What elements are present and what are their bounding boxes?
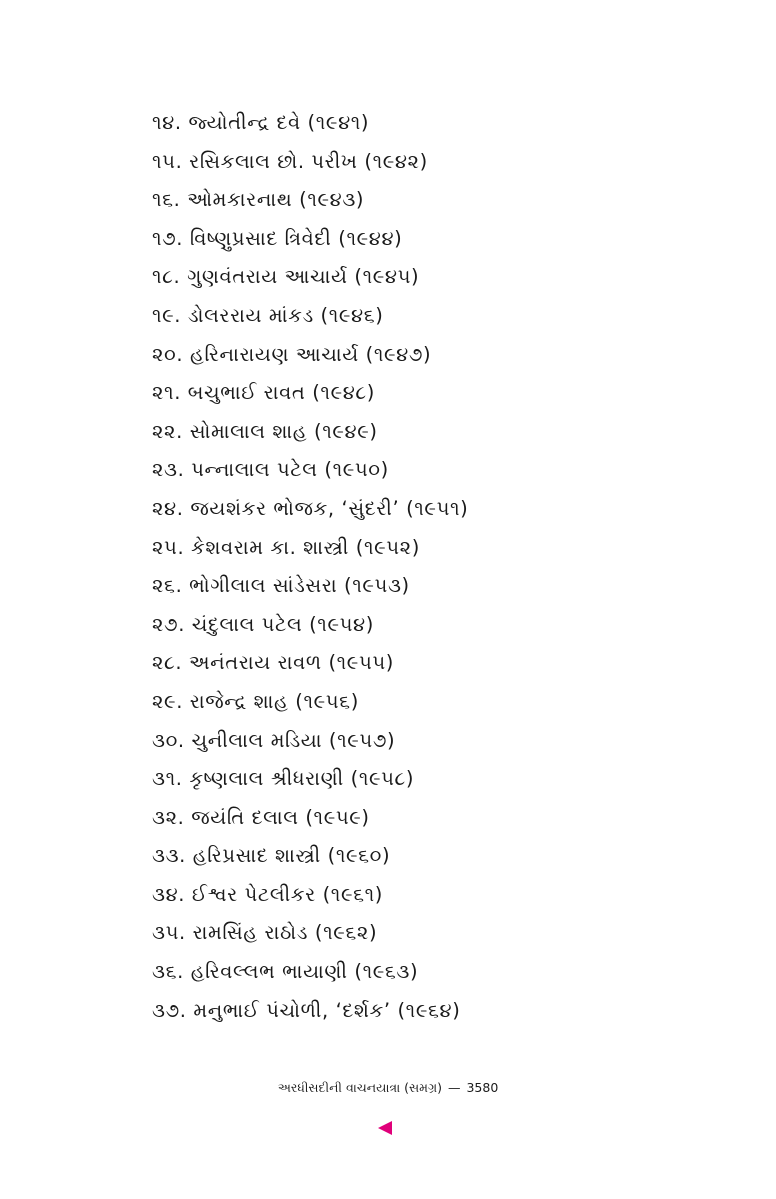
list-item: ૧૪. જ્યોતીન્દ્ર દવે (૧૯૪૧): [152, 111, 370, 134]
list-item: ૧૭. વિષ્ણુપ્રસાદ ત્રિવેદી (૧૯૪૪): [152, 226, 403, 250]
page-number: 3580: [466, 1080, 499, 1095]
list-item: ૩૩. હરિપ્રસાદ શાસ્ત્રી (૧૯૬૦): [152, 844, 391, 868]
list-item: ૨૩. પન્નાલાલ પટેલ (૧૯૫૦): [152, 458, 389, 482]
list-item: ૩૦. ચુનીલાલ મડિયા (૧૯૫૭): [152, 728, 396, 752]
list-item: ૩૨. જયંતિ દલાલ (૧૯૫૯): [152, 805, 370, 829]
list-item: ૨૭. ચંદુલાલ પટેલ (૧૯૫૪): [152, 612, 374, 636]
list-item: ૩૧. કૃષ્ણલાલ શ્રીધરાણી (૧૯૫૮): [152, 767, 415, 791]
awardees-list: [152, 104, 468, 1030]
footer-separator: —: [447, 1080, 461, 1095]
list-item: ૨૮. અનંતરાય રાવળ (૧૯૫૫): [152, 651, 394, 675]
list-item: ૨૧. બચુભાઈ રાવત (૧૯૪૮): [152, 381, 375, 405]
list-item: ૧૫. રસિકલાલ છો. પરીખ (૧૯૪૨): [152, 149, 428, 173]
list-item: ૨૬. ભોગીલાલ સાંડેસરા (૧૯૫૩): [152, 574, 410, 598]
list-item: ૨૦. હરિનારાયણ આચાર્ય (૧૯૪૭): [152, 342, 432, 366]
list-item: ૨૪. જયશંકર ભોજક, ‘સુંદરી’ (૧૯૫૧): [152, 496, 469, 520]
list-item: ૨૨. સોમાલાલ શાહ (૧૯૪૯): [152, 419, 378, 443]
list-item: ૩૫. રામસિંહ રાઠોડ (૧૯૬૨): [152, 921, 378, 945]
list-item: ૨૯. રાજેન્દ્ર શાહ (૧૯૫૬): [152, 689, 359, 713]
list-item: ૩૭. મનુભાઈ પંચોળી, ‘દર્શક’ (૧૯૬૪): [152, 998, 461, 1022]
previous-page-icon[interactable]: [378, 1121, 392, 1135]
list-item: ૧૮. ગુણવંતરાય આચાર્ય (૧૯૪૫): [152, 265, 420, 289]
list-item: ૧૬. ઓમકારનાથ (૧૯૪૩): [152, 188, 365, 212]
list-item: ૩૬. હરિવલ્લભ ભાયાણી (૧૯૬૩): [152, 960, 419, 984]
list-item: ૨૫. કેશવરામ કા. શાસ્ત્રી (૧૯૫૨): [152, 535, 420, 559]
list-item: ૩૪. ઈશ્વર પેટલીકર (૧૯૬૧): [152, 882, 383, 906]
list-item: ૧૯. ડોલરરાય માંકડ (૧૯૪૬): [152, 303, 384, 327]
page-footer: [0, 1080, 776, 1096]
book-title: અરધીસદીની વાચનયાત્રા (સમગ્ર): [277, 1080, 442, 1095]
